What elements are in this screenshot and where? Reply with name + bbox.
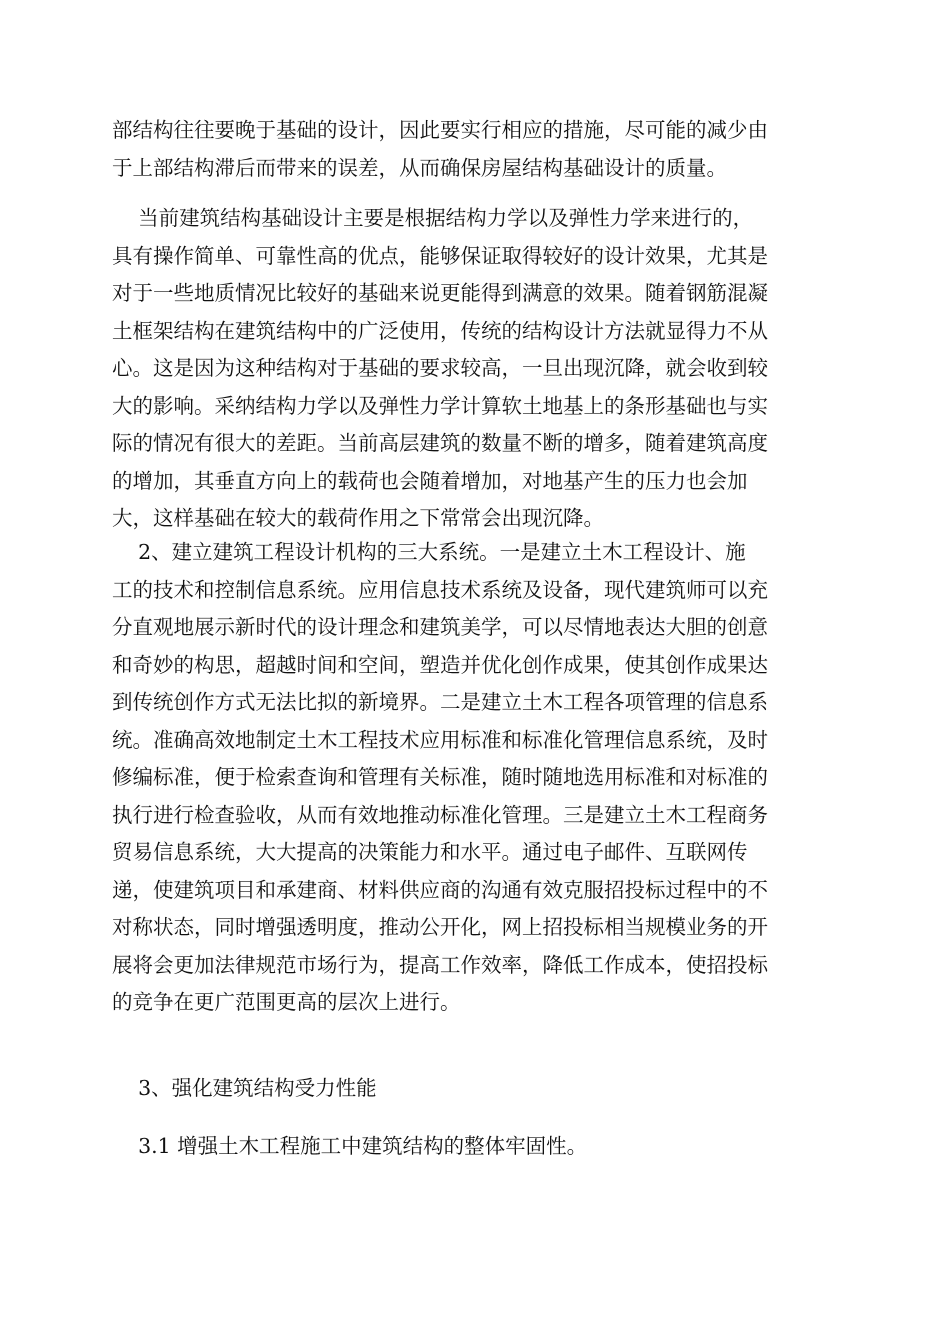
section-heading: 3、强化建筑结构受力性能 <box>112 1076 377 1100</box>
text-line: 具有操作简单、可靠性高的优点，能够保证取得较好的设计效果，尤其是 <box>112 243 768 268</box>
text-line: 际的情况有很大的差距。当前高层建筑的数量不断的增多，随着建筑高度 <box>112 431 768 455</box>
text-line: 2、建立建筑工程设计机构的三大系统。一是建立土木工程设计、施 <box>112 540 746 564</box>
text-line: 心。这是因为这种结构对于基础的要求较高，一旦出现沉降，就会收到较 <box>112 356 768 380</box>
text-line: 当前建筑结构基础设计主要是根据结构力学以及弹性力学来进行的， <box>112 206 754 230</box>
paragraph-three-systems <box>112 534 842 1022</box>
text-line: 于上部结构滞后而带来的误差，从而确保房屋结构基础设计的质量。 <box>112 155 727 180</box>
text-line: 分直观地展示新时代的设计理念和建筑美学，可以尽情地表达大胆的创意 <box>112 615 768 639</box>
text-line: 工的技术和控制信息系统。应用信息技术系统及设备，现代建筑师可以充 <box>112 577 768 602</box>
text-line: 大，这样基础在较大的载荷作用之下常常会出现沉降。 <box>112 506 604 530</box>
text-line: 统。准确高效地制定土木工程技术应用标准和标准化管理信息系统，及时 <box>112 727 768 752</box>
text-line: 贸易信息系统，大大提高的决策能力和水平。通过电子邮件、互联网传 <box>112 840 748 864</box>
paragraph-foundation-design <box>112 200 842 538</box>
text-line: 展将会更加法律规范市场行为，提高工作效率，降低工作成本，使招投标 <box>112 952 768 977</box>
text-line: 土框架结构在建筑结构中的广泛使用，传统的结构设计方法就显得力不从 <box>112 318 768 343</box>
text-line: 到传统创作方式无法比拟的新境界。二是建立土木工程各项管理的信息系 <box>112 690 768 714</box>
subsection-heading-integrity <box>112 1128 842 1166</box>
text-line: 执行进行检查验收，从而有效地推动标准化管理。三是建立土木工程商务 <box>112 802 768 827</box>
text-line: 对称状态，同时增强透明度，推动公开化，网上招投标相当规模业务的开 <box>112 915 768 939</box>
subsection-heading: 3.1 增强土木工程施工中建筑结构的整体牢固性。 <box>112 1134 588 1158</box>
text-line: 的增加，其垂直方向上的载荷也会随着增加，对地基产生的压力也会加 <box>112 468 748 493</box>
text-line: 部结构往往要晚于基础的设计，因此要实行相应的措施，尽可能的减少由 <box>112 118 768 142</box>
text-line: 的竞争在更广范围更高的层次上进行。 <box>112 990 461 1014</box>
text-line: 对于一些地质情况比较好的基础来说更能得到满意的效果。随着钢筋混凝 <box>112 281 768 305</box>
text-line: 和奇妙的构思，超越时间和空间，塑造并优化创作成果，使其创作成果达 <box>112 652 768 677</box>
paragraph-continuation <box>112 112 842 187</box>
text-line: 递，使建筑项目和承建商、材料供应商的沟通有效克服招投标过程中的不 <box>112 877 768 902</box>
text-line: 大的影响。采纳结构力学以及弹性力学计算软土地基上的条形基础也与实 <box>112 393 768 418</box>
text-line: 修编标准，便于检索查询和管理有关标准，随时随地选用标准和对标准的 <box>112 765 768 789</box>
section-heading-structure-performance <box>112 1070 842 1108</box>
